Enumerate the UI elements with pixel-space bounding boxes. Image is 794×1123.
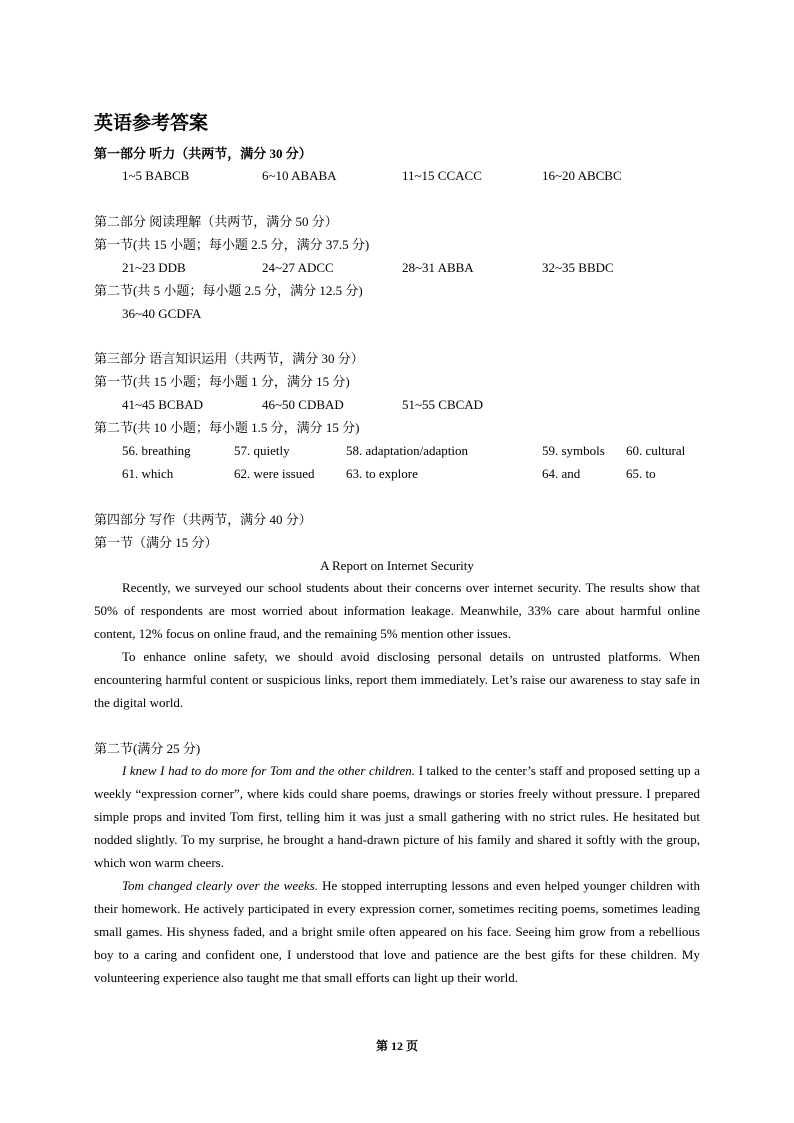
story-paragraph xyxy=(94,874,700,989)
answer-item: 59. symbols xyxy=(542,443,605,458)
answer-item: 57. quietly xyxy=(234,443,290,458)
answer-group: 41~45 BCBAD xyxy=(122,397,204,412)
story-text: He stopped interrupting lessons and even helped younger children with their homework. He actively participated in every expression corner, sometimes reciting poems, sometimes leading small games. His shyness faded, and a bright smile often appeared on his face. Seeing him grow from a rebellious boy to a caring and confident one, I understood that love and patience are the best gifts for these children. My volunteering experience also taught me that small efforts can light up their world. xyxy=(94,878,700,985)
part3-heading: 第三部分 语言知识运用（共两节，满分 30 分） xyxy=(94,351,364,366)
answer-group: 16~20 ABCBC xyxy=(542,168,622,183)
answer-group: 11~15 CCACC xyxy=(402,168,482,183)
page-number: 第 12 页 xyxy=(375,1039,418,1053)
story-lead-sentence: Tom changed clearly over the weeks. xyxy=(122,878,318,893)
part3-section2: 第二节(共 10 小题；每小题 1.5 分，满分 15 分) xyxy=(94,420,360,435)
part1-heading: 第一部分 听力（共两节，满分 30 分） xyxy=(94,146,312,161)
answer-item: 61. which xyxy=(122,466,174,481)
essay-paragraph: To enhance online safety, we should avoid disclosing personal details on untrusted platforms. When encountering harmful content or suspicious links, report them immediately. Let’s raise our awareness to stay safe in the digital world. xyxy=(94,649,700,710)
part4-section2: 第二节(满分 25 分) xyxy=(94,741,201,756)
answer-item: 58. adaptation/adaption xyxy=(346,443,469,458)
answer-group: 51~55 CBCAD xyxy=(402,397,484,412)
answer-group: 6~10 ABABA xyxy=(262,168,337,183)
story-paragraph xyxy=(94,759,700,874)
answer-item: 65. to xyxy=(626,466,656,481)
page-title: 英语参考答案 xyxy=(94,113,209,134)
essay-paragraph: Recently, we surveyed our school students about their concerns over internet security. The results show that 50% of respondents are most worried about information leakage. Meanwhile, 33% care about harmful online content, 12% focus on online fraud, and the remaining 5% mention other issues. xyxy=(94,580,700,641)
answer-item: 56. breathing xyxy=(122,443,191,458)
part2-section1: 第一节(共 15 小题；每小题 2.5 分，满分 37.5 分) xyxy=(94,237,370,252)
part2-heading: 第二部分 阅读理解（共两节，满分 50 分） xyxy=(94,214,338,229)
part4-heading: 第四部分 写作（共两节，满分 40 分） xyxy=(94,512,312,527)
part3-section1: 第一节(共 15 小题；每小题 1 分，满分 15 分) xyxy=(94,374,350,389)
part2-section2: 第二节(共 5 小题；每小题 2.5 分，满分 12.5 分) xyxy=(94,283,363,298)
answer-item: 62. were issued xyxy=(234,466,315,481)
answer-group: 21~23 DDB xyxy=(122,260,186,275)
answer-group: 46~50 CDBAD xyxy=(262,397,344,412)
answer-group: 1~5 BABCB xyxy=(122,168,190,183)
answer-group: 32~35 BBDC xyxy=(542,260,614,275)
story-lead-sentence: I knew I had to do more for Tom and the other children. xyxy=(122,763,416,778)
part4-section1: 第一节（满分 15 分） xyxy=(94,535,218,550)
answer-group: 28~31 ABBA xyxy=(402,260,474,275)
answer-item: 63. to explore xyxy=(346,466,418,481)
answer-group: 36~40 GCDFA xyxy=(122,306,202,321)
answer-item: 60. cultural xyxy=(626,443,686,458)
story-text: I talked to the center’s staff and proposed setting up a weekly “expression corner”, where kids could share poems, drawings or stories freely without pressure. I prepared simple props and invited Tom first, telling him it was just a small gathering with no strict rules. He hesitated but nodded slightly. To my surprise, he brought a hand-drawn picture of his family and shared it softly with the group, which won warm cheers. xyxy=(94,763,701,870)
answer-group: 24~27 ADCC xyxy=(262,260,334,275)
essay-title: A Report on Internet Security xyxy=(320,558,474,573)
answer-item: 64. and xyxy=(542,466,581,481)
